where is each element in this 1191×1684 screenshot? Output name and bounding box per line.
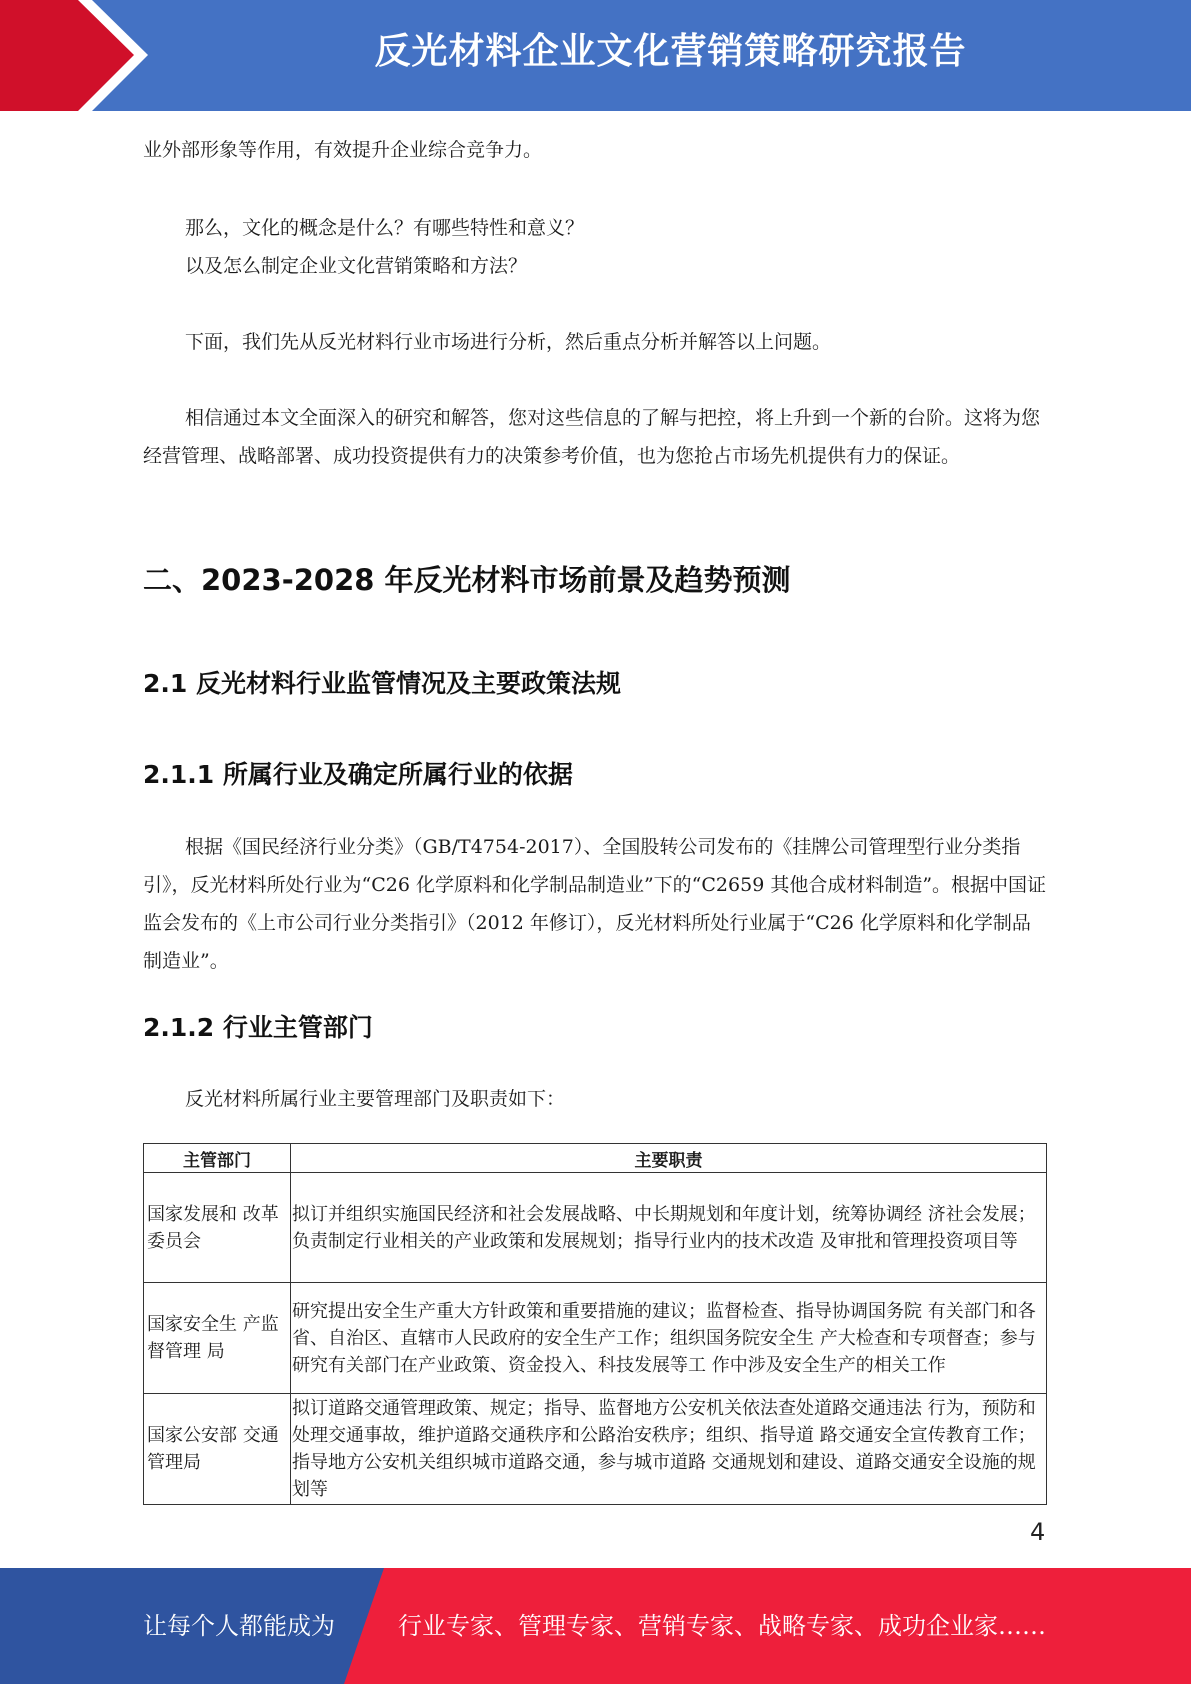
department-duty-table <box>143 1143 1047 1505</box>
paragraph: 根据《国民经济行业分类》（GB/T4754-2017）、全国股转公司发布的《挂牌公司管理型行业分类指引》，反光材料所处行业为“C26 化学原料和化学制品制造业”下的“C2659 其他合成材料制造”。根据中国证监会发布的《上市公司行业分类指引》（2012 年修订），反光材料所处行业属于“C26 化学原料和化学制品制造业”。 <box>143 836 1047 972</box>
paragraph: 那么，文化的概念是什么？有哪些特性和意义？ <box>185 217 585 239</box>
duty-cell: 研究提出安全生产重大方针政策和重要措施的建议；监督检查、指导协调国务院 有关部门和各省、自治区、直辖市人民政府的安全生产工作；组织国务院安全生 产大检查和专项督查；参与研究有关部门在产业政策、资金投入、科技发展等工 作中涉及安全生产的相关工作 <box>291 1283 1047 1394</box>
duty-cell: 拟订并组织实施国民经济和社会发展战略、中长期规划和年度计划，统筹协调经 济社会发展；负责制定行业相关的产业政策和发展规划；指导行业内的技术改造 及审批和管理投资项目等 <box>291 1173 1047 1283</box>
table-header-row <box>144 1144 1047 1173</box>
header-arrow-decoration <box>0 0 160 111</box>
paragraph: 下面，我们先从反光材料行业市场进行分析，然后重点分析并解答以上问题。 <box>185 331 832 353</box>
paragraph: 相信通过本文全面深入的研究和解答，您对这些信息的了解与把控，将上升到一个新的台阶。这将为您经营管理、战略部署、成功投资提供有力的决策参考价值，也为您抢占市场先机提供有力的保证。 <box>143 407 1041 467</box>
column-header: 主要职责 <box>291 1144 1047 1173</box>
report-title: 反光材料企业文化营销策略研究报告 <box>374 31 967 72</box>
column-header: 主管部门 <box>144 1144 291 1173</box>
table-row <box>144 1394 1047 1505</box>
duty-cell: 拟订道路交通管理政策、规定；指导、监督地方公安机关依法查处道路交通违法 行为，预防和处理交通事故，维护道路交通秩序和公路治安秩序；组织、指导道 路交通安全宣传教育工作；指导地方公安机关组织城市道路交通，参与城市道路 交通规划和建设、道路交通安全设施的规划等 <box>291 1394 1047 1505</box>
subsection-heading: 2.1.2 行业主管部门 <box>143 1013 373 1042</box>
department-cell: 国家安全生 产监督管理 局 <box>144 1283 291 1394</box>
table-row <box>144 1283 1047 1394</box>
paragraph: 反光材料所属行业主要管理部门及职责如下： <box>185 1088 566 1110</box>
footer-slogan-right: 行业专家、管理专家、营销专家、战略专家、成功企业家…… <box>398 1612 1046 1640</box>
section-heading: 二、2023-2028 年反光材料市场前景及趋势预测 <box>143 563 791 597</box>
footer-slogan-left: 让每个人都能成为 <box>143 1612 335 1640</box>
department-cell: 国家公安部 交通管理局 <box>144 1394 291 1505</box>
paragraph: 业外部形象等作用，有效提升企业综合竞争力。 <box>143 139 543 161</box>
department-cell: 国家发展和 改革委员会 <box>144 1173 291 1283</box>
subsection-heading: 2.1.1 所属行业及确定所属行业的依据 <box>143 760 573 789</box>
table-row <box>144 1173 1047 1283</box>
page-header <box>0 0 1191 111</box>
paragraph: 以及怎么制定企业文化营销策略和方法？ <box>185 255 528 277</box>
page-number: 4 <box>1030 1518 1046 1546</box>
subsection-heading: 2.1 反光材料行业监管情况及主要政策法规 <box>143 669 621 698</box>
page-footer <box>0 1568 1191 1684</box>
